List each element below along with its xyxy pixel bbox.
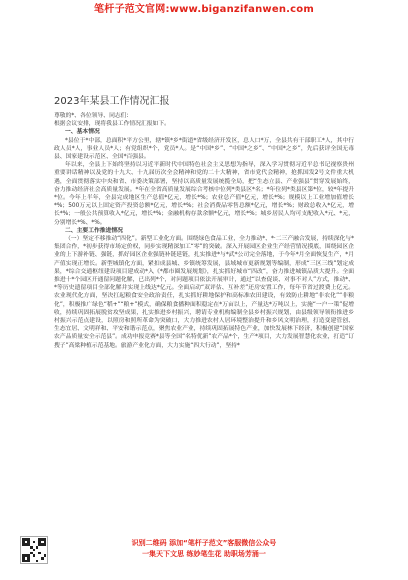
footer-line-2: 一集天下文思 练妙笔生花 助职场芳涌一 (142, 550, 266, 558)
document-body (54, 112, 354, 350)
paragraph: 根据会议安排，现将我县工作情况汇报如下。 (54, 121, 170, 128)
qr-module (27, 560, 30, 563)
site-banner: 笔杆子范文官网:www.biganzifanwen.com (94, 4, 314, 15)
paragraph: （一）坚定不移推动“四化”。新型工业化方面。围绕绿色食品工业，全力推动*、*·二三产融合发展，持续深化与*集团合作，*初步获得市场定价权，同步实现精深加工“零”的突破。深入开展园区企业生产经营情况摸底，围绕园区企业的上下游补链、强链，抓好园区企业强链补链延链，扎实推进*与*武*公司完全落地，于今年*月全面恢复生产，*月产值实现正增长。新型城镇化方面，紧扣成县城、乡镇统筹发展，县域城市更新规划等编制，形成“三区三线”划定成果，*综合交通枢纽建设项目建成动*入《*都市圈发展规划》，扎实抓好城市“四改”，奋力推进城镇品质大提升。全面推进十*个园区开通留问题化解，已出列*个，对问题项目依法开展审计，通过“以查促谈、对事不对人”方式，推动*、*等历史遗留项目全部化解并实现上线达*亿元。全面启动“双评估、互补差”还房安置工作，每年节省过渡费上亿元。农业现代化方面，坚决扛起粮食安全政治责任，扎实抓好耕地保护和高标准农田建设，有效防止耕地“非农化”“非粮化”，积极推广绿色“稻+”“粮+”模式，确保粮食播种面积稳定在*万亩以上，产量达*万吨以上，实施“一户一策”促增收，持续巩固拓展脱贫攻坚成果，扎实推进乡村振兴，聘请专业机构编制全县乡村振兴规划，由县级领导领衔推进乡村振兴示范点建设，以照房和照所革命为突破口，大力推进农村人居环境整治提升和乡风文明治理，打造变建管创、生态宜居、文明祥和、平安和谐示范点，聚焦农业产业，持续巩固拓展特色产业，加快发展林下经济，积极创建“国家农产品质量安全示范县”。成功申报竞赛*县等全国“名特优新”农产品*个，生产*项目，大力发展智慧化农业，打造“订搜子”高梁种植示范基地。旅游产业化方面，大力实施“四大行动”，坚持* (54, 236, 354, 349)
document-title: 2023年某县工作情况汇报 (54, 96, 170, 107)
paragraph: 尊敬的*、各位领导、同志们: (54, 113, 129, 119)
paragraph: *县位于*中部，总面积*平方公里，辖*镇*乡*街道*省级经济开发区，总人口*万，全县共有干部职工*人，其中行政人员*人，事业人员*人；有党组织*个，党员*人。是“中国*乡”、“中国*之乡”、“中国*之乡”，先后获评全国无毒县、国家建设示范区、全国*百强县。 (54, 137, 354, 161)
footer-line-1: 识别二维码 添加“笔杆子范文”客服微信公众号 (131, 539, 277, 547)
paragraph: 年以来，全县上下始终坚持以习近平新时代中国特色社会主义思想为指导，深入学习贯彻习近平总书记视察贵州重要讲话精神以及党的十九大、十九届历次全会精神和党的二十大精神，省市党代会精神，抢抓国发2号文件重大机遇，全面贯彻落实中央和省、市委决策部署，坚持以高质量发展统揽全局，把“生态立县、产业强县”贯穿发展始终，奋力推动经济社会高质量发展。*年在全省高质量发展综合考核中位列*类县区*名；*年位列*类县区第*位，较*年提升*位。今年上半年，全县完成地区生产总值*亿元，增长*%；农业总产值*亿元，增长*%；规模以上工业增加值增长*%；500万元以上固定资产投资总额*亿元，增长*%；社会消费品零售总额*亿元，增长*%；财政总收入*亿元，增长*%；一般公共预算收入*亿元，增长*%；金融机构存款余额*亿元，增长*%；城乡居民人均可支配收入*元、*元，分别增长*%、*%。 (54, 162, 354, 226)
section-heading: 一、基本情况 (65, 129, 100, 136)
section-heading: 二、主要工作推进情况 (65, 227, 123, 234)
qr-module (36, 560, 39, 563)
